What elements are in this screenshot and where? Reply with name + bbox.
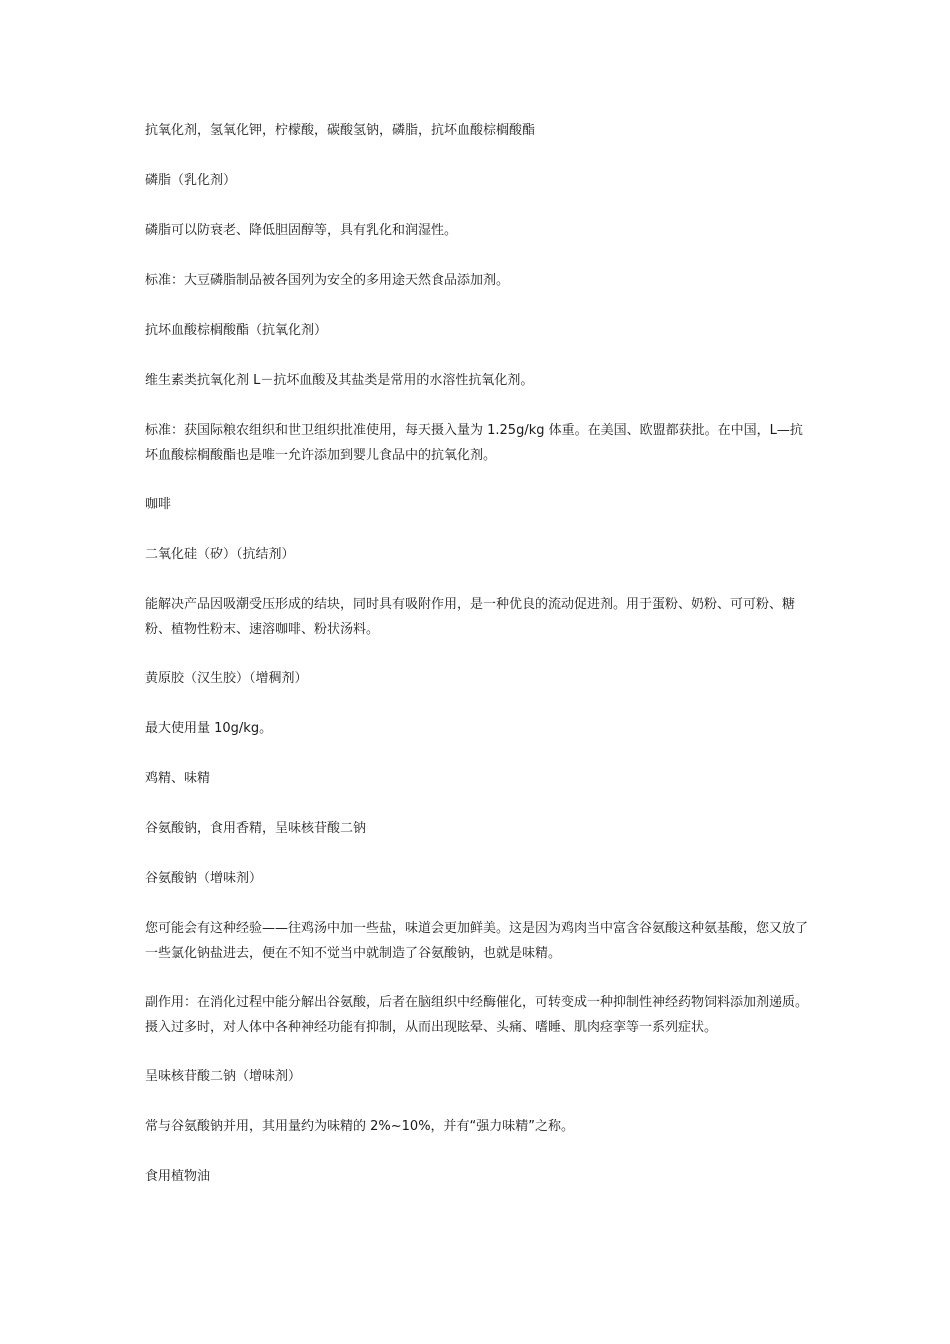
paragraph-msg-side-effects: 副作用：在消化过程中能分解出谷氨酸，后者在脑组织中经酶催化，可转变成一种抑制性神经药物饲料添加剂递质。摄入过多时，对人体中各种神经功能有抑制，从而出现眩晕、头痛、嗜睡、肌肉痉挛等一系列症状。 [145,995,809,1035]
paragraph-ingredients-2: 谷氨酸钠，食用香精，呈味核苷酸二钠 [145,821,367,836]
paragraph-xanthan-max: 最大使用量 10g/kg。 [145,721,273,736]
heading-ascorbyl-palmitate: 抗坏血酸棕榈酸酯（抗氧化剂） [145,323,328,338]
paragraph-msg-desc: 您可能会有这种经验——往鸡汤中加一些盐，味道会更加鲜美。这是因为鸡肉当中富含谷氨酸这种氨基酸，您又放了一些氯化钠盐进去，便在不知不觉当中就制造了谷氨酸钠，也就是味精。 [145,921,809,961]
paragraph-ingredients-1: 抗氧化剂，氢氧化钾，柠檬酸，碳酸氢钠，磷脂，抗坏血酸棕榈酸酯 [145,123,536,138]
heading-chicken-essence: 鸡精、味精 [145,771,211,786]
paragraph-silicon-dioxide-desc: 能解决产品因吸潮受压形成的结块，同时具有吸附作用，是一种优良的流动促进剂。用于蛋粉、奶粉、可可粉、糖粉、植物性粉末、速溶咖啡、粉状汤料。 [145,597,796,637]
paragraph-phospholipid-desc: 磷脂可以防衰老、降低胆固醇等，具有乳化和润湿性。 [145,223,458,238]
heading-silicon-dioxide: 二氧化硅（矽）（抗结剂） [145,547,295,562]
paragraph-phospholipid-standard: 标准：大豆磷脂制品被各国列为安全的多用途天然食品添加剂。 [145,273,510,288]
heading-phospholipid: 磷脂（乳化剂） [145,173,237,188]
heading-vegetable-oil: 食用植物油 [145,1169,211,1184]
paragraph-disodium-desc: 常与谷氨酸钠并用，其用量约为味精的 2%~10%，并有“强力味精”之称。 [145,1119,575,1134]
paragraph-ascorbyl-desc: 维生素类抗氧化剂 L－抗坏血酸及其盐类是常用的水溶性抗氧化剂。 [145,373,534,388]
heading-xanthan-gum: 黄原胶（汉生胶）（增稠剂） [145,671,308,686]
heading-msg: 谷氨酸钠（增味剂） [145,871,263,886]
paragraph-ascorbyl-standard: 标准：获国际粮农组织和世卫组织批准使用，每天摄入量为 1.25g/kg 体重。在美国、欧盟都获批。在中国，L—抗坏血酸棕榈酸酯也是唯一允许添加到婴儿食品中的抗氧化剂。 [145,423,803,463]
heading-disodium-ribonucleotides: 呈味核苷酸二钠（增味剂） [145,1069,302,1084]
heading-coffee: 咖啡 [145,497,172,512]
